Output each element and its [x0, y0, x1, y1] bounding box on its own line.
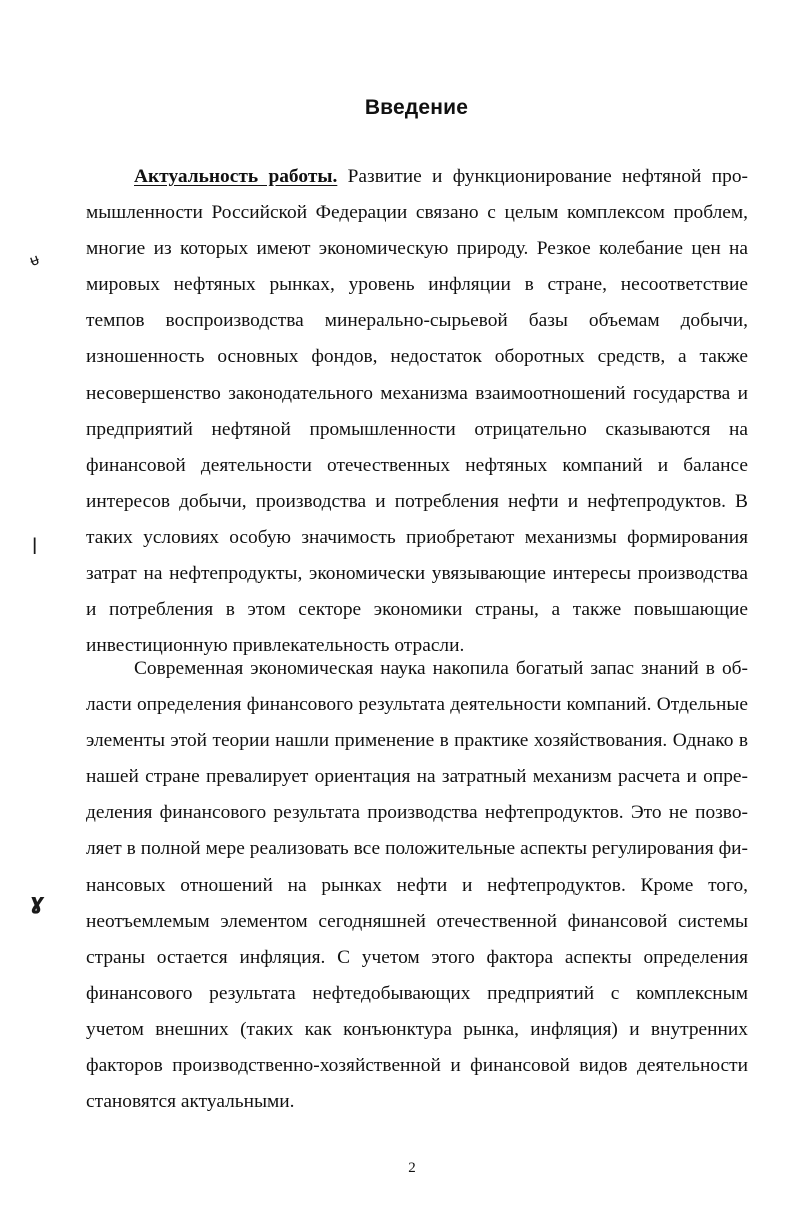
paragraph-text: Развитие и функционирование нефтяной промышленности Российской Федерации связано с целым комплексом проблем, многие из которых имеют экономическую природу. Резкое колебание цен на мировых нефтяных рынках, уровень инфляции в стране, несоответствие темпов воспроизводства минерально-сырьевой базы объемам добычи, изношенность основных фондов, недостаток оборотных средств, а также несовершенство законодательного механизма взаимоотношений государства и предприятий нефтяной промышленности отрицательно сказываются на финансовой деятельности отечественных нефтяных компаний и балансе интересов добычи, производства и потребления нефти и нефтепродуктов. В таких условиях особую значимость приобретают механизмы формирования затрат на нефтепродукты, экономически увязывающие интересы производства и потребления в этом секторе экономики страны, а также повышающие инвестиционную привлекательность отрасли. — [86, 166, 748, 657]
page-number: 2 — [408, 1160, 416, 1176]
paragraph-body: Современная экономическая наука накопила богатый запас знаний в области определения финансового результата деятельности компаний. Отдельные элементы этой теории нашли применение в практике хозяйствования. Однако в нашей стране превалирует ориентация на затратный механизм расчета и определения финансового результата производства нефтепродуктов. Это не позволяет в полной мере реализовать все положительные аспекты регулирования финансовых отношений на рынках нефти и нефтепродуктов. Кроме того, неотъемлемым элементом сегодняшней отечественной финансовой системы страны остается инфляция. С учетом этого фактора аспекты определения финансового результата нефтедобывающих предприятий с комплексным учетом внешних (таких как конъюнктура рынка, инфляция) и внутренних факторов производственно-хозяйственной и финансовой видов деятельности становятся актуальными. — [86, 658, 748, 1113]
scan-artifact-mark: ᵾ — [26, 249, 42, 270]
paragraph-relevance — [86, 159, 748, 664]
page-title: Введение — [364, 96, 469, 119]
paragraph-lead-heading: Актуальность работы. — [134, 166, 338, 187]
scan-artifact-mark: ꟾ — [32, 538, 38, 559]
scan-artifact-mark: ɣ — [28, 890, 46, 915]
